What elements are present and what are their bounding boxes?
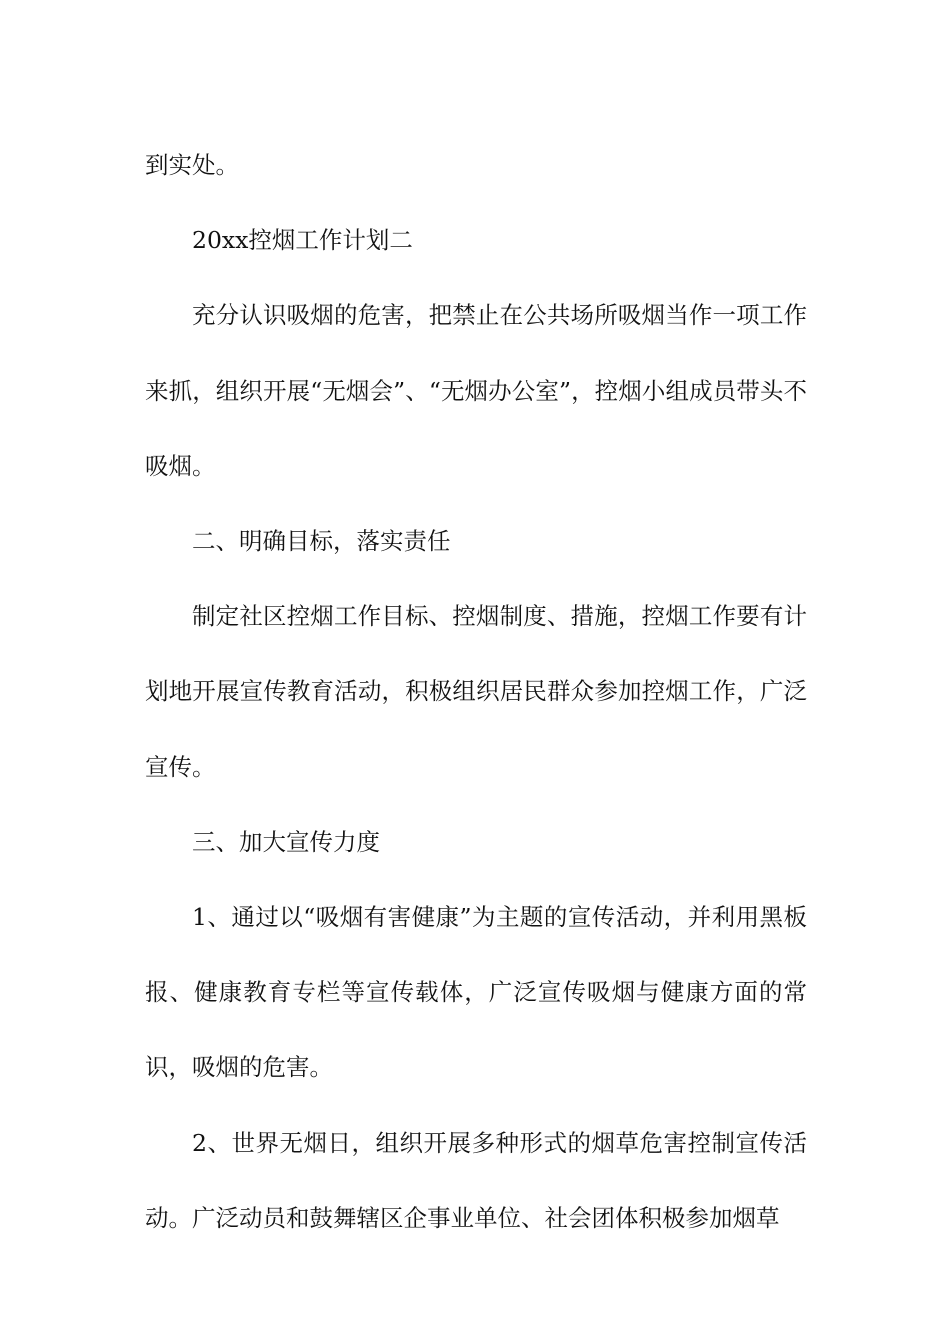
paragraph-publicity-2: 2、世界无烟日，组织开展多种形式的烟草危害控制宣传活动。广泛动员和鼓舞辖区企事业单位、社会团体积极参加烟草 (145, 1128, 807, 1232)
section-title: 20xx控烟工作计划二 (192, 226, 413, 255)
document-body (145, 128, 807, 1256)
paragraph-continuation: 到实处。 (145, 151, 239, 179)
paragraph-awareness: 充分认识吸烟的危害，把禁止在公共场所吸烟当作一项工作来抓，组织开展“无烟会”、“无烟办公室”，控烟小组成员带头不吸烟。 (145, 301, 807, 480)
paragraph-goals: 制定社区控烟工作目标、控烟制度、措施，控烟工作要有计划地开展宣传教育活动，积极组织居民群众参加控烟工作，广泛宣传。 (145, 602, 807, 781)
heading-goals: 二、明确目标，落实责任 (192, 527, 451, 556)
heading-publicity: 三、加大宣传力度 (192, 827, 380, 856)
paragraph-publicity-1: 1、通过以“吸烟有害健康”为主题的宣传活动，并利用黑板报、健康教育专栏等宣传载体，广泛宣传吸烟与健康方面的常识，吸烟的危害。 (145, 903, 807, 1082)
